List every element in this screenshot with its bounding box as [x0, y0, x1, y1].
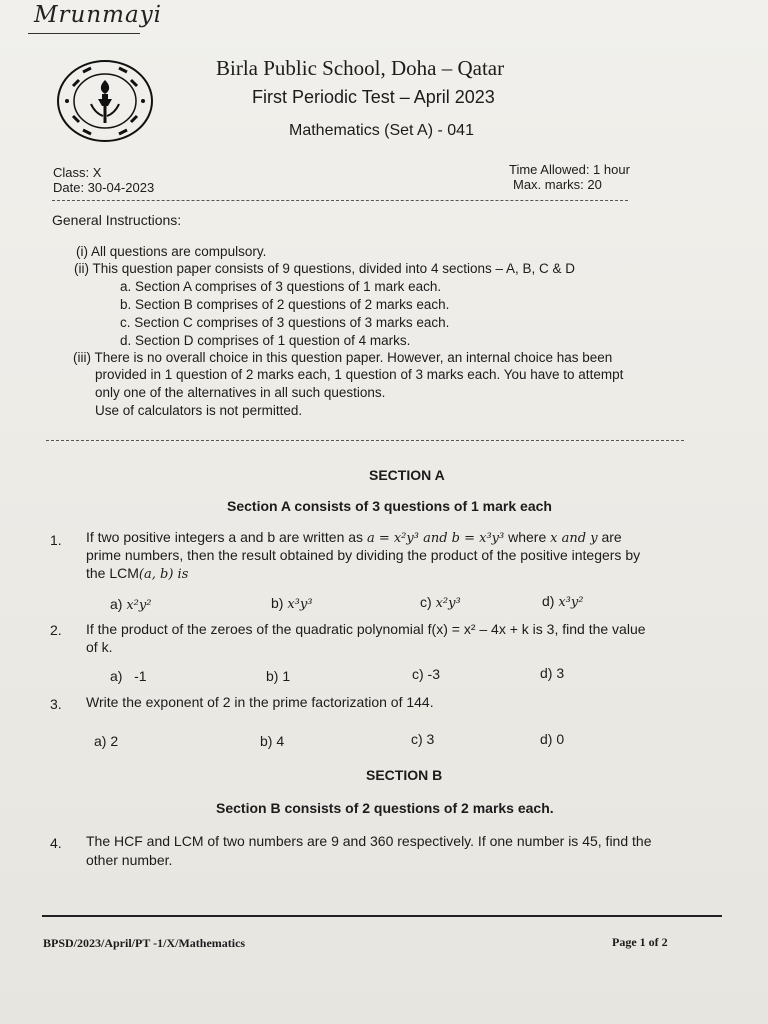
question-2-option-c: c) -3	[412, 666, 440, 682]
question-4-line1: The HCF and LCM of two numbers are 9 and 360 respectively. If one number is 45, find the	[86, 833, 652, 849]
subject-title: Mathematics (Set A) - 041	[289, 122, 474, 139]
question-1-line1	[86, 528, 622, 548]
instruction-ii: (ii) This question paper consists of 9 questions, divided into 4 sections – A, B, C & D	[74, 261, 576, 276]
instruction-i: (i) All questions are compulsory.	[76, 244, 267, 259]
school-logo-icon	[55, 58, 155, 144]
question-2-option-b: b) 1	[266, 668, 291, 684]
instruction-iii-line4: Use of calculators is not permitted.	[95, 403, 303, 418]
question-1-option-c	[420, 594, 461, 611]
footer-code: BPSD/2023/April/PT -1/X/Mathematics	[43, 936, 246, 950]
question-1-option-b	[271, 595, 312, 612]
option-label: a)	[110, 596, 123, 612]
instructions-divider	[46, 440, 684, 441]
question-1-text-a: If two positive integers a and b are written as	[86, 529, 364, 545]
question-2-option-a: a) -1	[110, 668, 147, 684]
question-2-number: 2.	[50, 622, 62, 638]
footer-rule	[42, 915, 722, 917]
option-label: c)	[420, 594, 432, 610]
instruction-d: d. Section D comprises of 1 question of 4 marks.	[120, 333, 411, 348]
handwritten-signature: Mrunmayi	[34, 2, 163, 28]
option-label: b)	[271, 595, 284, 611]
instruction-c: c. Section C comprises of 3 questions of 3 marks each.	[120, 315, 450, 330]
instruction-iii-line1: (iii) There is no overall choice in this question paper. However, an internal choice has been	[73, 350, 613, 365]
instructions-heading: General Instructions:	[52, 212, 182, 228]
question-3-option-c: c) 3	[411, 731, 435, 747]
question-1-option-d	[542, 593, 583, 610]
question-1-option-a	[110, 596, 151, 613]
question-1-line3	[86, 564, 188, 584]
instruction-b: b. Section B comprises of 2 questions of 2 marks each.	[120, 297, 450, 312]
option-value: x³y²	[558, 595, 584, 610]
test-title: First Periodic Test – April 2023	[252, 87, 495, 107]
question-3-option-b: b) 4	[260, 733, 285, 749]
question-3-option-d: d) 0	[540, 731, 565, 747]
page-number: Page 1 of 2	[612, 935, 668, 949]
section-a-subtitle: Section A consists of 3 questions of 1 mark each	[227, 498, 552, 514]
question-1-number: 1.	[50, 532, 62, 548]
section-b-title: SECTION B	[366, 767, 443, 783]
question-3-option-a: a) 2	[94, 733, 119, 749]
question-3-number: 3.	[50, 696, 62, 712]
section-a-title: SECTION A	[369, 467, 445, 483]
question-1-text-d: the LCM	[86, 565, 139, 581]
question-4-number: 4.	[50, 835, 62, 851]
date-label: Date: 30-04-2023	[53, 180, 155, 195]
question-2-option-d: d) 3	[540, 665, 565, 681]
time-allowed: Time Allowed: 1 hour	[509, 162, 630, 177]
question-4-line2: other number.	[86, 852, 173, 868]
question-2-line1: If the product of the zeroes of the quadratic polynomial f(x) = x² – 4x + k is 3, find the value	[86, 621, 646, 637]
signature-underline	[28, 33, 140, 34]
question-1-text-c: are	[601, 529, 622, 545]
class-label: Class: X	[53, 165, 102, 180]
school-name: Birla Public School, Doha – Qatar	[216, 56, 505, 80]
instruction-iii-line2: provided in 1 question of 2 marks each, 1 question of 3 marks each. You have to attempt	[95, 367, 624, 382]
question-1-line2: prime numbers, then the result obtained by dividing the product of the positive integers by	[86, 547, 641, 563]
max-marks: Max. marks: 20	[513, 177, 602, 192]
question-1-text-b: where	[508, 529, 547, 545]
option-value: x²y²	[126, 598, 152, 613]
option-value: x³y³	[287, 597, 313, 612]
option-value: x²y³	[435, 596, 461, 611]
question-1-math-b: x and y	[550, 531, 598, 546]
section-b-subtitle: Section B consists of 2 questions of 2 marks each.	[216, 800, 554, 816]
option-label: d)	[542, 593, 555, 609]
header-divider	[52, 200, 628, 201]
question-2-line2: of k.	[86, 639, 113, 655]
question-1-math-c: (a, b) is	[138, 567, 189, 582]
instruction-a: a. Section A comprises of 3 questions of 1 mark each.	[120, 279, 442, 294]
question-3-line1: Write the exponent of 2 in the prime factorization of 144.	[86, 694, 434, 710]
question-1-math-a: a = x²y³ and b = x³y³	[366, 531, 505, 546]
instruction-iii-line3: only one of the alternatives in all such questions.	[95, 385, 386, 400]
